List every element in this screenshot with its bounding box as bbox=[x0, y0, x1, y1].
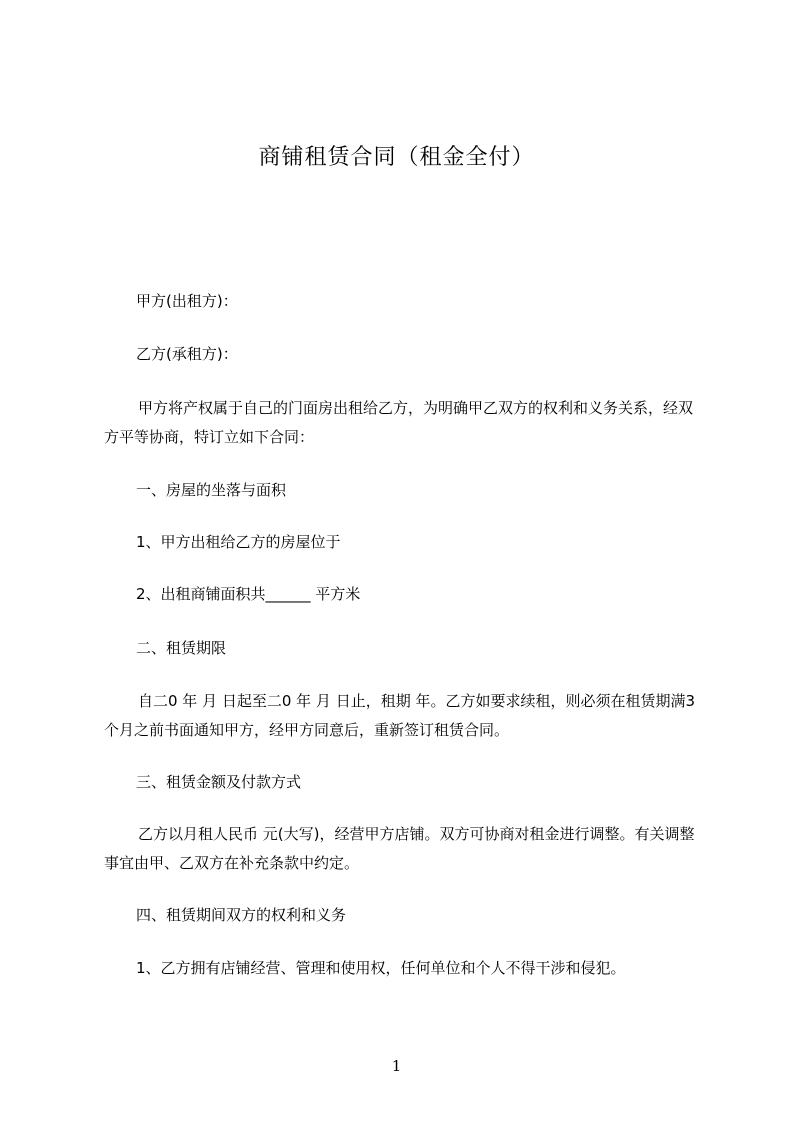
section-3-text: 乙方以月租人民币 元(大写)，经营甲方店铺。双方可协商对租金进行调整。有关调整事宜由甲、乙双方在补充条款中约定。 bbox=[104, 825, 695, 872]
section-4-heading: 四、租赁期间双方的权利和义务 bbox=[136, 906, 347, 924]
section-3-paragraph bbox=[104, 820, 700, 878]
section-2-paragraph bbox=[104, 687, 700, 745]
party-a-line: 甲方(出租方)： bbox=[136, 292, 238, 310]
section-2-heading: 二、租赁期限 bbox=[136, 639, 227, 657]
intro-text: 甲方将产权属于自己的门面房出租给乙方，为明确甲乙双方的权利和义务关系，经双方平等协商，特订立如下合同： bbox=[104, 399, 694, 446]
section-4-item-1: 1、乙方拥有店铺经营、管理和使用权，任何单位和个人不得干涉和侵犯。 bbox=[136, 959, 626, 977]
section-2-text: 自二0 年 月 日起至二0 年 月 日止，租期 年。乙方如要求续租，则必须在租赁期满3个月之前书面通知甲方，经甲方同意后，重新签订租赁合同。 bbox=[104, 692, 696, 739]
document-title: 商铺租赁合同（租金全付） bbox=[258, 145, 535, 170]
section-1-item-2: 2、出租商铺面积共______ 平方米 bbox=[136, 585, 361, 603]
section-3-heading: 三、租赁金额及付款方式 bbox=[136, 773, 302, 791]
section-1-heading: 一、房屋的坐落与面积 bbox=[136, 481, 287, 499]
section-1-item-1: 1、甲方出租给乙方的房屋位于 bbox=[136, 533, 341, 551]
intro-paragraph bbox=[104, 394, 700, 452]
page-number: 1 bbox=[391, 1057, 402, 1075]
party-b-line: 乙方(承租方)： bbox=[136, 345, 238, 363]
